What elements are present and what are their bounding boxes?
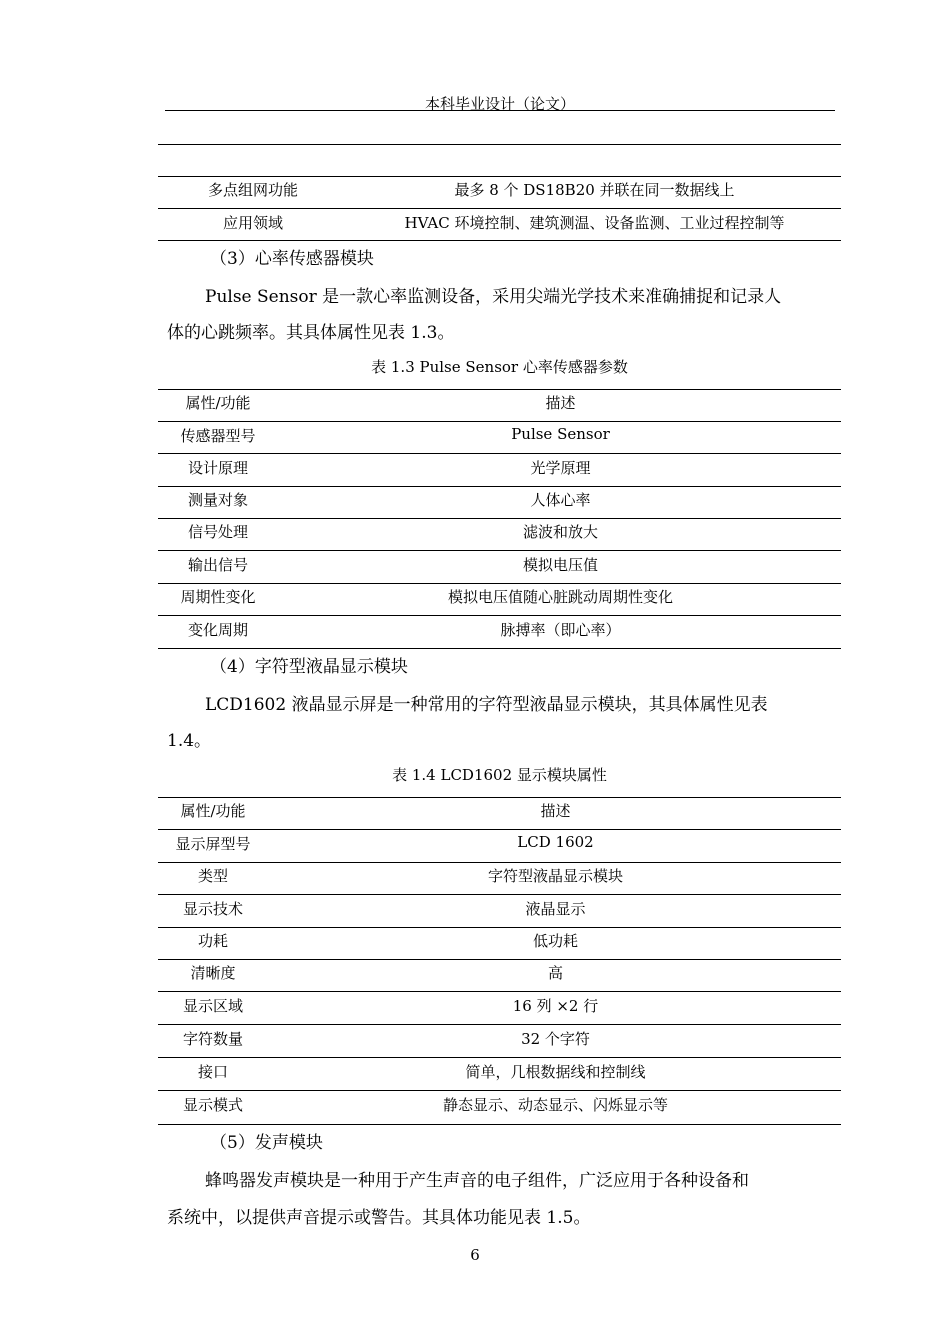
table-cell: 设计原理	[187, 459, 248, 477]
table-bottom-rule	[158, 648, 841, 649]
section-heading: （5）发声模块	[210, 1133, 323, 1153]
table-cell: 最多 8 个 DS18B20 并联在同一数据线上	[454, 181, 735, 199]
table-rule	[158, 959, 841, 960]
table-cell: 模拟电压值随心脏跳动周期性变化	[447, 588, 673, 606]
table-cell: LCD 1602	[517, 833, 594, 851]
table-cell: 32 个字符	[521, 1030, 590, 1048]
paragraph-line: Pulse Sensor 是一款心率监测设备，采用尖端光学技术来准确捕捉和记录人	[205, 287, 782, 307]
table-rule	[158, 486, 841, 487]
table-cell: 字符数量	[182, 1030, 243, 1048]
table-cell: 光学原理	[530, 459, 591, 477]
table-cell: 滤波和放大	[522, 523, 598, 541]
table-cell: 模拟电压值	[522, 556, 598, 574]
table-cell: 信号处理	[187, 523, 248, 541]
table-cell: 功耗	[197, 932, 228, 950]
table-header-cell: 属性/功能	[185, 394, 251, 412]
paragraph-line: 体的心跳频率。其具体属性见表 1.3。	[167, 323, 455, 343]
table-cell: HVAC 环境控制、建筑测温、设备监测、工业过程控制等	[404, 214, 785, 232]
table-cell: 人体心率	[530, 491, 591, 509]
table-top-rule	[158, 797, 841, 798]
page-header: 本科毕业设计（论文）	[424, 95, 575, 113]
table-rule	[158, 176, 841, 177]
table-cell: 脉搏率（即心率）	[500, 621, 621, 639]
table-rule	[158, 862, 841, 863]
table-cell: 高	[547, 964, 563, 982]
table-cell: 简单，几根数据线和控制线	[465, 1063, 646, 1081]
paragraph-line: 系统中，以提供声音提示或警告。其具体功能见表 1.5。	[167, 1208, 591, 1228]
table-cell: 16 列 ×2 行	[512, 997, 599, 1015]
table-header-cell: 属性/功能	[180, 802, 246, 820]
table-rule	[158, 518, 841, 519]
table-caption: 表 1.4 LCD1602 显示模块属性	[392, 766, 607, 784]
table-cell: 显示区域	[182, 997, 243, 1015]
table-cell: 输出信号	[187, 556, 248, 574]
section-heading: （3）心率传感器模块	[210, 249, 374, 269]
paragraph-line: 1.4。	[167, 731, 212, 751]
table-cell: Pulse Sensor	[511, 425, 610, 443]
paragraph-line: LCD1602 液晶显示屏是一种常用的字符型液晶显示模块，其具体属性见表	[205, 695, 768, 715]
table-cell: 液晶显示	[525, 900, 586, 918]
table-cell: 显示模式	[182, 1096, 243, 1114]
table-rule	[158, 927, 841, 928]
section-heading: （4）字符型液晶显示模块	[210, 657, 408, 677]
table-cell: 静态显示、动态显示、闪烁显示等	[442, 1096, 668, 1114]
page-number: 6	[470, 1246, 480, 1264]
table-caption: 表 1.3 Pulse Sensor 心率传感器参数	[371, 358, 628, 376]
table-cell: 传感器型号	[180, 427, 256, 445]
table-cell: 字符型液晶显示模块	[487, 867, 623, 885]
table-cell: 周期性变化	[180, 588, 256, 606]
table-rule	[158, 991, 841, 992]
table-rule	[158, 1057, 841, 1058]
table-rule	[158, 421, 841, 422]
table-bottom-rule	[158, 240, 841, 241]
table-rule	[158, 550, 841, 551]
table-header-cell: 描述	[545, 394, 576, 412]
table-rule	[158, 615, 841, 616]
table-rule	[158, 453, 841, 454]
table-cell: 显示屏型号	[175, 835, 251, 853]
table-cell: 变化周期	[187, 621, 248, 639]
table-rule	[158, 1090, 841, 1091]
table-cell: 测量对象	[187, 491, 248, 509]
table-rule	[158, 829, 841, 830]
table-rule	[158, 583, 841, 584]
table-top-rule	[158, 389, 841, 390]
header-rule	[165, 110, 835, 111]
table-cell: 显示技术	[182, 900, 243, 918]
table-top-rule	[158, 144, 841, 145]
table-cell: 类型	[197, 867, 228, 885]
table-header-cell: 描述	[540, 802, 571, 820]
table-bottom-rule	[158, 1124, 841, 1125]
table-cell: 多点组网功能	[207, 181, 298, 199]
table-cell: 应用领域	[222, 214, 283, 232]
table-cell: 接口	[197, 1063, 228, 1081]
table-rule	[158, 894, 841, 895]
table-cell: 低功耗	[532, 932, 578, 950]
table-rule	[158, 208, 841, 209]
paragraph-line: 蜂鸣器发声模块是一种用于产生声音的电子组件，广泛应用于各种设备和	[205, 1171, 749, 1191]
table-rule	[158, 1024, 841, 1025]
table-cell: 清晰度	[190, 964, 236, 982]
